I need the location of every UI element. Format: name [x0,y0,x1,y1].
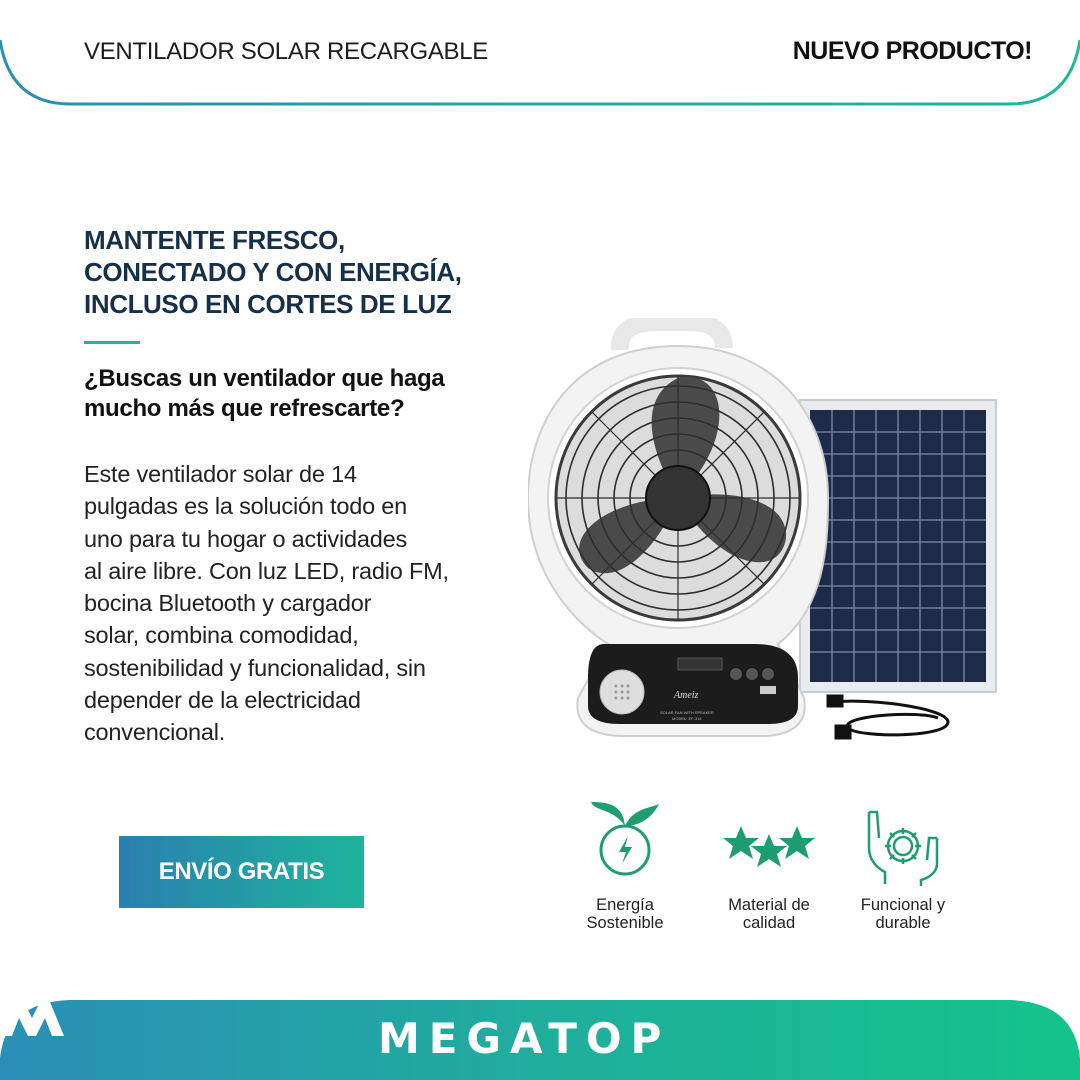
description-line: Este ventilador solar de 14 [84,461,357,487]
feature-label-line: durable [875,914,931,932]
description-line: convencional. [84,719,226,746]
header-bar [0,0,1080,110]
description-line: uno para tu hogar o actividades [84,525,408,552]
headline-line: MANTENTE FRESCO, [84,225,345,255]
feature-sustainable-energy [550,798,700,932]
feature-label-line: Sostenible [586,914,664,932]
fan-model-text: MODEL: EF-314 [672,716,702,721]
footer-bar [0,998,1080,1080]
feature-label-line: Material de [728,896,810,914]
feature-label-line: Energía [596,896,654,914]
feature-label [828,896,978,932]
headline [84,224,504,320]
headline-divider [84,341,140,344]
hands-gear-icon [863,798,943,888]
question-line: ¿Buscas un ventilador que haga [84,365,445,392]
brand-logo-icon [0,998,64,1038]
feature-functional-durable [828,798,978,932]
feature-label [550,896,700,932]
leaf-bolt-icon [585,798,665,888]
product-image [528,318,1000,768]
headline-line: INCLUSO EN CORTES DE LUZ [84,289,452,319]
brand-wordmark: MEGATOP [378,1014,671,1063]
three-stars-icon [719,798,819,888]
solar-panel [800,400,996,692]
question-line: mucho más que refrescarte? [84,395,405,422]
free-shipping-button[interactable]: ENVÍO GRATIS [119,836,364,908]
new-product-badge: NUEVO PRODUCTO! [792,37,1032,65]
feature-label [694,896,844,932]
description-line: depender de la electricidad [84,687,361,714]
description [84,458,504,749]
question-text [84,364,504,424]
fan-body [528,322,828,736]
description-line: sostenibilidad y funcionalidad, sin [84,654,426,681]
description-line: bocina Bluetooth y cargador [84,590,372,617]
feature-label-line: calidad [742,914,796,932]
feature-label-line: Funcional y [860,896,946,914]
feature-quality-material [694,798,844,932]
headline-line: CONECTADO Y CON ENERGÍA, [84,257,462,287]
description-line: solar, combina comodidad, [84,622,359,649]
header-title: VENTILADOR SOLAR RECARGABLE [84,38,489,65]
description-line: al aire libre. Con luz LED, radio FM, [84,557,449,584]
charging-cable [828,696,948,738]
description-line: pulgadas es la solución todo en [84,493,408,520]
fan-caption-text: SOLAR FAN WITH SPEAKER [660,710,714,715]
fan-brand-text: Ameiz [674,690,699,701]
